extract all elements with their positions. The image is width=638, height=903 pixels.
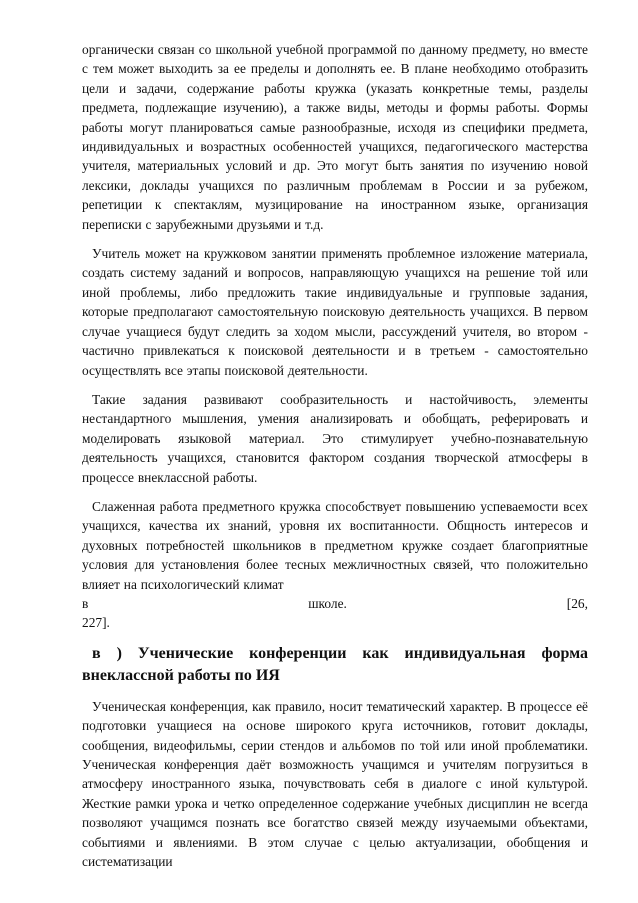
document-body [82, 40, 588, 871]
tail-word: в [82, 595, 89, 611]
tail-word: школе. [308, 595, 347, 611]
paragraph-curriculum-link: органически связан со школьной учебной программой по данному предмету, но вместе с тем может выходить за ее пределы и дополнять ее. В плане необходимо отобразить цели и задачи, содержание работы кружка (указать конкретные темы, разделы предмета, подлежащие изучению), а также виды, методы и формы работы. Формы работы могут планироваться самые разнообразные, исходя из специфики предмета, индивидуальных и возрастных особенностей учащихся, педагогического мастерства учителя, материальных условий и др. Это могут быть занятия по изучению новой лексики, доклады учащихся по различным проблемам в России и за рубежом, репетиции к спектаклям, музицирование на иностранном языке, организация переписки с зарубежными друзьями и т.д. [82, 42, 588, 232]
section-heading: в ) Ученические конференции как индивидуальная форма внеклассной работы по ИЯ [82, 644, 588, 684]
paragraph-club-work-tail [82, 594, 588, 613]
citation-pages: 227]. [82, 615, 110, 631]
paragraph-club-work-text: Слаженная работа предметного кружка способствует повышению успеваемости всех учащихся, качества их знаний, уровня их воспитанности. Общность интересов и духовных потребностей школьников в предметном кружке создает благоприятные условия для установления более тесных межличностных связей, что положительно влияет на психологический климат [82, 498, 588, 592]
tail-word: [26, [566, 595, 588, 611]
paragraph-problem-teaching: Учитель может на кружковом занятии применять проблемное изложение материала, создать систему заданий и вопросов, направляющую учащихся на решение той или иной проблемы, либо предложить такие индивидуальные и групповые задания, которые предполагают самостоятельную поисковую деятельность учащихся. В первом случае учащиеся будут следить за ходом мысли, рассуждений учителя, во втором - частично привлекаться к поисковой деятельности и в третьем - самостоятельно осуществлять все этапы поисковой деятельности. [82, 246, 588, 378]
paragraph-student-conference: Ученическая конференция, как правило, носит тематический характер. В процессе её подготовки учащиеся на основе широкого круга источников, готовит доклады, сообщения, видеофильмы, серии стендов и альбомов по той или иной проблематики. Ученическая конференция даёт возможность учащимся и учителям погрузиться в атмосферу иностранного языка, почувствовать себя в диалоге с иной культурой. Жесткие рамки урока и четко определенное содержание учебных дисциплин не всегда позволяют учащимся познать все богатство связей между изучаемыми объектами, событиями и явлениями. В этом случае с целью актуализации, обобщения и систематизации [82, 698, 588, 870]
paragraph-club-work [82, 497, 588, 633]
paragraph-task-development: Такие задания развивают сообразительность и настойчивость, элементы нестандартного мышления, умения анализировать и обобщать, реферировать и моделировать языковой материал. Это стимулирует учебно-познавательную деятельность учащихся, становится фактором создания творческой атмосферы в процессе внеклассной работы. [82, 391, 588, 485]
